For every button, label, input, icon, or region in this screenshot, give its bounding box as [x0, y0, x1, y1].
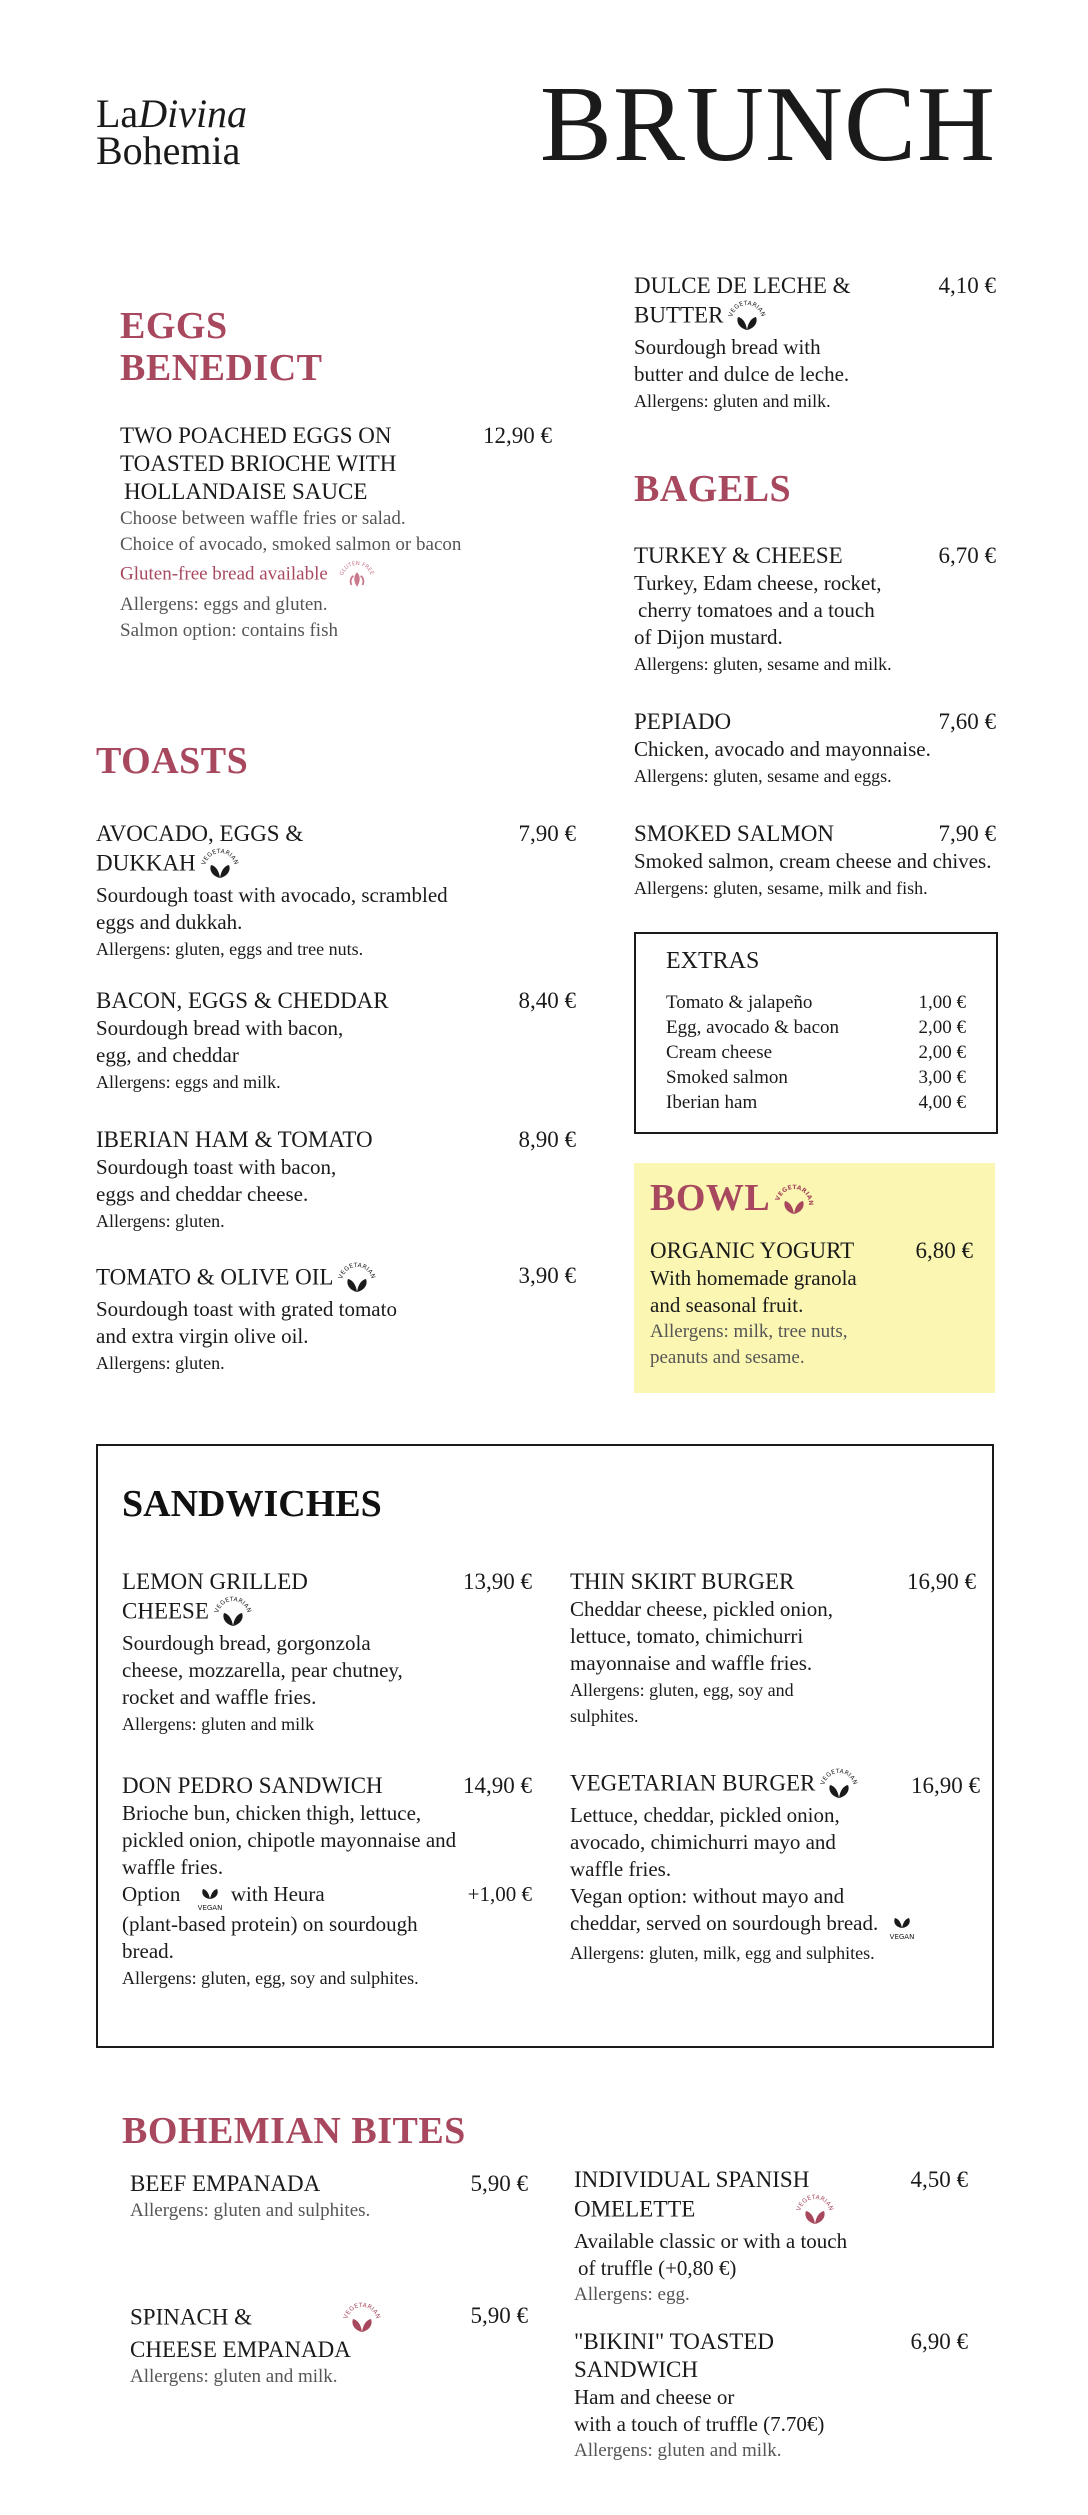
item-name-line: OMELETTE: [574, 2196, 696, 2222]
item-name: ORGANIC YOGURT: [650, 1238, 855, 1263]
restaurant-logo: [96, 91, 248, 173]
item-description: avocado, chimichurri mayo and: [570, 1830, 836, 1854]
item-description: of Dijon mustard.: [634, 625, 783, 649]
item-allergens: Allergens: gluten.: [96, 1353, 225, 1373]
svg-text:VEGETARIAN: VEGETARIAN: [337, 1262, 378, 1280]
item-name-line: DUKKAH: [96, 850, 196, 876]
extras-name: Cream cheese: [666, 1042, 773, 1063]
item-name-line: BUTTER: [634, 302, 724, 328]
item-description: eggs and cheddar cheese.: [96, 1182, 309, 1206]
item-name: BEEF EMPANADA: [130, 2171, 321, 2196]
menu-item-eggs-benedict: [120, 422, 552, 644]
item-allergens: Allergens: gluten, sesame and milk.: [634, 654, 892, 674]
menu-item-bikini-sandwich: [574, 2328, 968, 2464]
menu-item-iberian-ham: [96, 1126, 576, 1234]
item-description: cheese, mozzarella, pear chutney,: [122, 1658, 403, 1682]
item-name-line: TWO POACHED EGGS ON: [120, 423, 392, 448]
menu-item-turkey-cheese: [634, 542, 996, 677]
item-allergens: Allergens: gluten, sesame, milk and fish.: [634, 878, 928, 898]
sandwiches-box: [96, 1444, 994, 2048]
logo-bohemia: Bohemia: [96, 128, 241, 173]
item-description: Vegan option: without mayo and: [570, 1884, 845, 1908]
section-title-bowl: [650, 1177, 814, 1219]
item-allergens: Allergens: gluten and milk: [122, 1714, 315, 1734]
item-description: Lettuce, cheddar, pickled onion,: [570, 1803, 840, 1827]
vegetarian-icon: [819, 1768, 859, 1802]
vegan-icon: [882, 1910, 922, 1940]
item-description: Sourdough bread with: [634, 335, 821, 359]
extras-name: Egg, avocado & bacon: [666, 1017, 840, 1038]
extras-row: [666, 1015, 966, 1040]
item-name: AVOCADO, EGGS &: [96, 821, 304, 846]
option-text: Option: [122, 1882, 181, 1906]
menu-item-spanish-omelette: [574, 2166, 968, 2308]
item-allergens: Allergens: gluten, egg, soy and: [570, 1680, 794, 1700]
item-allergens: Salmon option: contains fish: [120, 620, 338, 641]
item-name: [634, 300, 996, 334]
item-name-line: SPINACH &: [130, 2304, 253, 2330]
menu-item-smoked-salmon: [634, 820, 1014, 901]
logo-la: La: [96, 91, 139, 136]
item-note: Choose between waffle fries or salad.: [120, 508, 406, 529]
item-description: With homemade granola: [650, 1266, 857, 1290]
item-description: bread.: [122, 1939, 174, 1964]
menu-item-tomato-olive: [96, 1262, 576, 1376]
item-description: Sourdough bread with bacon,: [96, 1016, 344, 1040]
item-description: Sourdough toast with avocado, scrambled: [96, 883, 448, 907]
item-allergens: Allergens: gluten, eggs and tree nuts.: [96, 939, 364, 959]
item-price: 5,90 €: [470, 2303, 528, 2328]
item-name-line: VEGETARIAN BURGER: [570, 1770, 816, 1796]
item-price: 5,90 €: [470, 2171, 528, 2196]
svg-text:VEGETARIAN: VEGETARIAN: [342, 2302, 382, 2320]
item-description: Smoked salmon, cream cheese and chives.: [634, 849, 992, 873]
bowl-box: [634, 1163, 995, 1393]
svg-text:VEGETARIAN: VEGETARIAN: [727, 300, 768, 318]
vegetarian-icon: [213, 1596, 253, 1630]
item-price: 14,90 €: [463, 1773, 532, 1798]
item-allergens: Allergens: gluten and milk.: [634, 391, 831, 411]
item-description: Cheddar cheese, pickled onion,: [570, 1597, 833, 1621]
menu-item-avocado: [96, 820, 576, 962]
extras-row: [666, 1090, 966, 1115]
item-description: Turkey, Edam cheese, rocket,: [634, 571, 882, 595]
menu-item-beef-empanada: [130, 2170, 528, 2224]
item-allergens: Allergens: gluten and milk.: [574, 2440, 782, 2461]
item-name-line: TOASTED BRIOCHE WITH: [120, 451, 397, 476]
item-description: rocket and waffle fries.: [122, 1685, 317, 1709]
svg-text:VEGETARIAN: VEGETARIAN: [200, 848, 240, 866]
item-description: Sourdough bread, gorgonzola: [122, 1631, 371, 1655]
svg-text:VEGETARIAN: VEGETARIAN: [774, 1184, 815, 1207]
gluten-free-note: [120, 558, 552, 592]
item-allergens: Allergens: eggs and milk.: [96, 1072, 281, 1092]
eggs-title-line2: BENEDICT: [120, 347, 323, 389]
svg-text:VEGETARIAN: VEGETARIAN: [213, 1596, 253, 1614]
eggs-title-line1: EGGS: [120, 305, 228, 347]
vegetarian-icon: [774, 1184, 814, 1218]
section-title-bohemian-bites: BOHEMIAN BITES: [122, 2110, 466, 2152]
item-description: egg, and cheddar: [96, 1043, 239, 1067]
gluten-free-text: Gluten-free bread available: [120, 563, 328, 585]
item-allergens: Allergens: gluten and milk.: [130, 2366, 338, 2387]
item-price: 8,90 €: [518, 1127, 576, 1152]
item-price: 13,90 €: [463, 1569, 532, 1594]
svg-text:VEGAN: VEGAN: [197, 1904, 222, 1913]
item-price: 3,90 €: [518, 1263, 576, 1288]
item-allergens: Allergens: gluten, sesame and eggs.: [634, 766, 892, 786]
menu-item-lemon-grilled-cheese: [122, 1568, 532, 1737]
item-allergens: peanuts and sesame.: [650, 1347, 805, 1368]
item-description: and extra virgin olive oil.: [96, 1324, 309, 1348]
item-description: lettuce, tomato, chimichurri: [570, 1624, 804, 1648]
item-name: INDIVIDUAL SPANISH: [574, 2167, 810, 2192]
item-name: PEPIADO: [634, 709, 732, 734]
item-name: "BIKINI" TOASTED: [574, 2329, 775, 2354]
item-name: DON PEDRO SANDWICH: [122, 1773, 383, 1798]
item-allergens: sulphites.: [570, 1706, 639, 1726]
item-name: IBERIAN HAM & TOMATO: [96, 1127, 373, 1152]
item-allergens: Allergens: eggs and gluten.: [120, 594, 328, 615]
item-name: [130, 2302, 528, 2336]
section-title-sandwiches: SANDWICHES: [122, 1483, 382, 1525]
item-description: eggs and dukkah.: [96, 910, 243, 934]
item-description: Ham and cheese or: [574, 2385, 735, 2409]
extras-price: 4,00 €: [918, 1092, 966, 1113]
vegan-option: [122, 1881, 532, 1911]
item-name: [122, 1596, 532, 1630]
item-name-line: TOMATO & OLIVE OIL: [96, 1264, 334, 1290]
page-title: BRUNCH: [539, 65, 996, 184]
vegetarian-icon: [337, 1262, 377, 1296]
menu-item-organic-yogurt: [650, 1237, 973, 1371]
extras-name: Iberian ham: [666, 1092, 758, 1113]
item-description: of truffle (+0,80 €): [578, 2256, 737, 2280]
item-description: [570, 1910, 980, 1940]
item-price: 4,50 €: [910, 2167, 968, 2192]
item-description: and seasonal fruit.: [650, 1293, 804, 1317]
item-price: 12,90 €: [483, 423, 552, 448]
vegetarian-icon: [342, 2302, 382, 2336]
item-name-line: CHEESE: [122, 1598, 209, 1624]
menu-item-don-pedro: [122, 1772, 532, 1991]
option-text: with Heura: [230, 1882, 325, 1906]
bowl-title: BOWL: [650, 1177, 771, 1219]
item-price: 16,90 €: [907, 1569, 976, 1594]
svg-text:VEGAN: VEGAN: [889, 1933, 915, 1942]
gluten-free-icon: [337, 558, 381, 592]
item-price: 7,90 €: [938, 821, 996, 846]
item-description: Chicken, avocado and mayonnaise.: [634, 737, 931, 761]
menu-item-pepiado: [634, 708, 996, 789]
item-name: TURKEY & CHEESE: [634, 543, 843, 568]
item-name: [574, 2194, 968, 2228]
item-price: 4,10 €: [938, 273, 996, 298]
extras-name: Smoked salmon: [666, 1067, 788, 1088]
item-description-line: cheddar, served on sourdough bread.: [570, 1911, 879, 1935]
item-description: Brioche bun, chicken thigh, lettuce,: [122, 1801, 422, 1825]
extras-name: Tomato & jalapeño: [666, 992, 813, 1013]
menu-item-vegetarian-burger: [570, 1768, 980, 1966]
menu-item-spinach-empanada: [130, 2302, 528, 2390]
section-title-bagels: BAGELS: [634, 468, 792, 510]
extras-price: 2,00 €: [918, 1017, 966, 1038]
item-price: 6,90 €: [910, 2329, 968, 2354]
item-allergens: Allergens: gluten, milk, egg and sulphites.: [570, 1943, 875, 1964]
item-description: (plant-based protein) on sourdough: [122, 1912, 418, 1937]
item-name: [96, 848, 576, 882]
menu-item-bacon-eggs: [96, 987, 576, 1095]
item-name: BACON, EGGS & CHEDDAR: [96, 988, 389, 1013]
item-description: cherry tomatoes and a touch: [638, 598, 875, 622]
item-name: SMOKED SALMON: [634, 821, 834, 846]
logo-divina: Divina: [138, 91, 248, 136]
menu-item-thin-skirt-burger: [570, 1568, 976, 1729]
svg-text:VEGETARIAN: VEGETARIAN: [795, 2194, 835, 2212]
item-price: 6,70 €: [938, 543, 996, 568]
section-title-eggs: [120, 305, 323, 389]
item-allergens: Allergens: gluten.: [96, 1211, 225, 1231]
item-allergens: Allergens: gluten and sulphites.: [130, 2200, 371, 2221]
item-price: 6,80 €: [915, 1238, 973, 1263]
item-description: pickled onion, chipotle mayonnaise and: [122, 1828, 457, 1852]
option-price: +1,00 €: [467, 1882, 532, 1906]
item-description: with a touch of truffle (7.70€): [574, 2412, 825, 2436]
extras-box: [634, 932, 998, 1134]
menu-item-dulce-de-leche: [634, 272, 996, 414]
item-allergens: Allergens: milk, tree nuts,: [650, 1321, 848, 1342]
extras-title: EXTRAS: [666, 948, 760, 974]
item-price: 7,60 €: [938, 709, 996, 734]
vegetarian-icon: [727, 300, 767, 334]
svg-text:VEGETARIAN: VEGETARIAN: [819, 1768, 860, 1786]
item-price: 8,40 €: [518, 988, 576, 1013]
item-note: Choice of avocado, smoked salmon or bacon: [120, 534, 462, 555]
item-allergens: Allergens: gluten, egg, soy and sulphites.: [122, 1968, 419, 1989]
item-allergens: Allergens: egg.: [574, 2284, 690, 2305]
item-description: waffle fries.: [570, 1857, 672, 1881]
vegan-icon: [190, 1881, 226, 1911]
extras-row: [666, 1065, 966, 1090]
extras-row: [666, 990, 966, 1015]
item-description: waffle fries.: [122, 1855, 224, 1879]
extras-price: 2,00 €: [918, 1042, 966, 1063]
item-name: DULCE DE LECHE &: [634, 273, 851, 298]
item-name: THIN SKIRT BURGER: [570, 1569, 795, 1594]
item-name: SANDWICH: [574, 2357, 698, 2382]
item-description: Sourdough toast with bacon,: [96, 1155, 337, 1179]
item-description: mayonnaise and waffle fries.: [570, 1651, 813, 1675]
item-name: CHEESE EMPANADA: [130, 2337, 351, 2362]
item-description: butter and dulce de leche.: [634, 362, 850, 386]
extras-price: 1,00 €: [918, 992, 966, 1013]
item-description: Sourdough toast with grated tomato: [96, 1297, 397, 1321]
item-name: [96, 1262, 576, 1296]
item-description: Available classic or with a touch: [574, 2229, 848, 2253]
extras-row: [666, 1040, 966, 1065]
section-title-toasts: TOASTS: [96, 740, 249, 782]
vegetarian-icon: [795, 2194, 835, 2228]
item-price: 16,90 €: [911, 1773, 980, 1798]
svg-text:GLUTEN FREE: GLUTEN FREE: [338, 560, 375, 577]
item-price: 7,90 €: [518, 821, 576, 846]
vegetarian-icon: [200, 848, 240, 882]
extras-price: 3,00 €: [918, 1067, 966, 1088]
item-name: LEMON GRILLED: [122, 1569, 308, 1594]
item-name-line: HOLLANDAISE SAUCE: [124, 479, 368, 504]
